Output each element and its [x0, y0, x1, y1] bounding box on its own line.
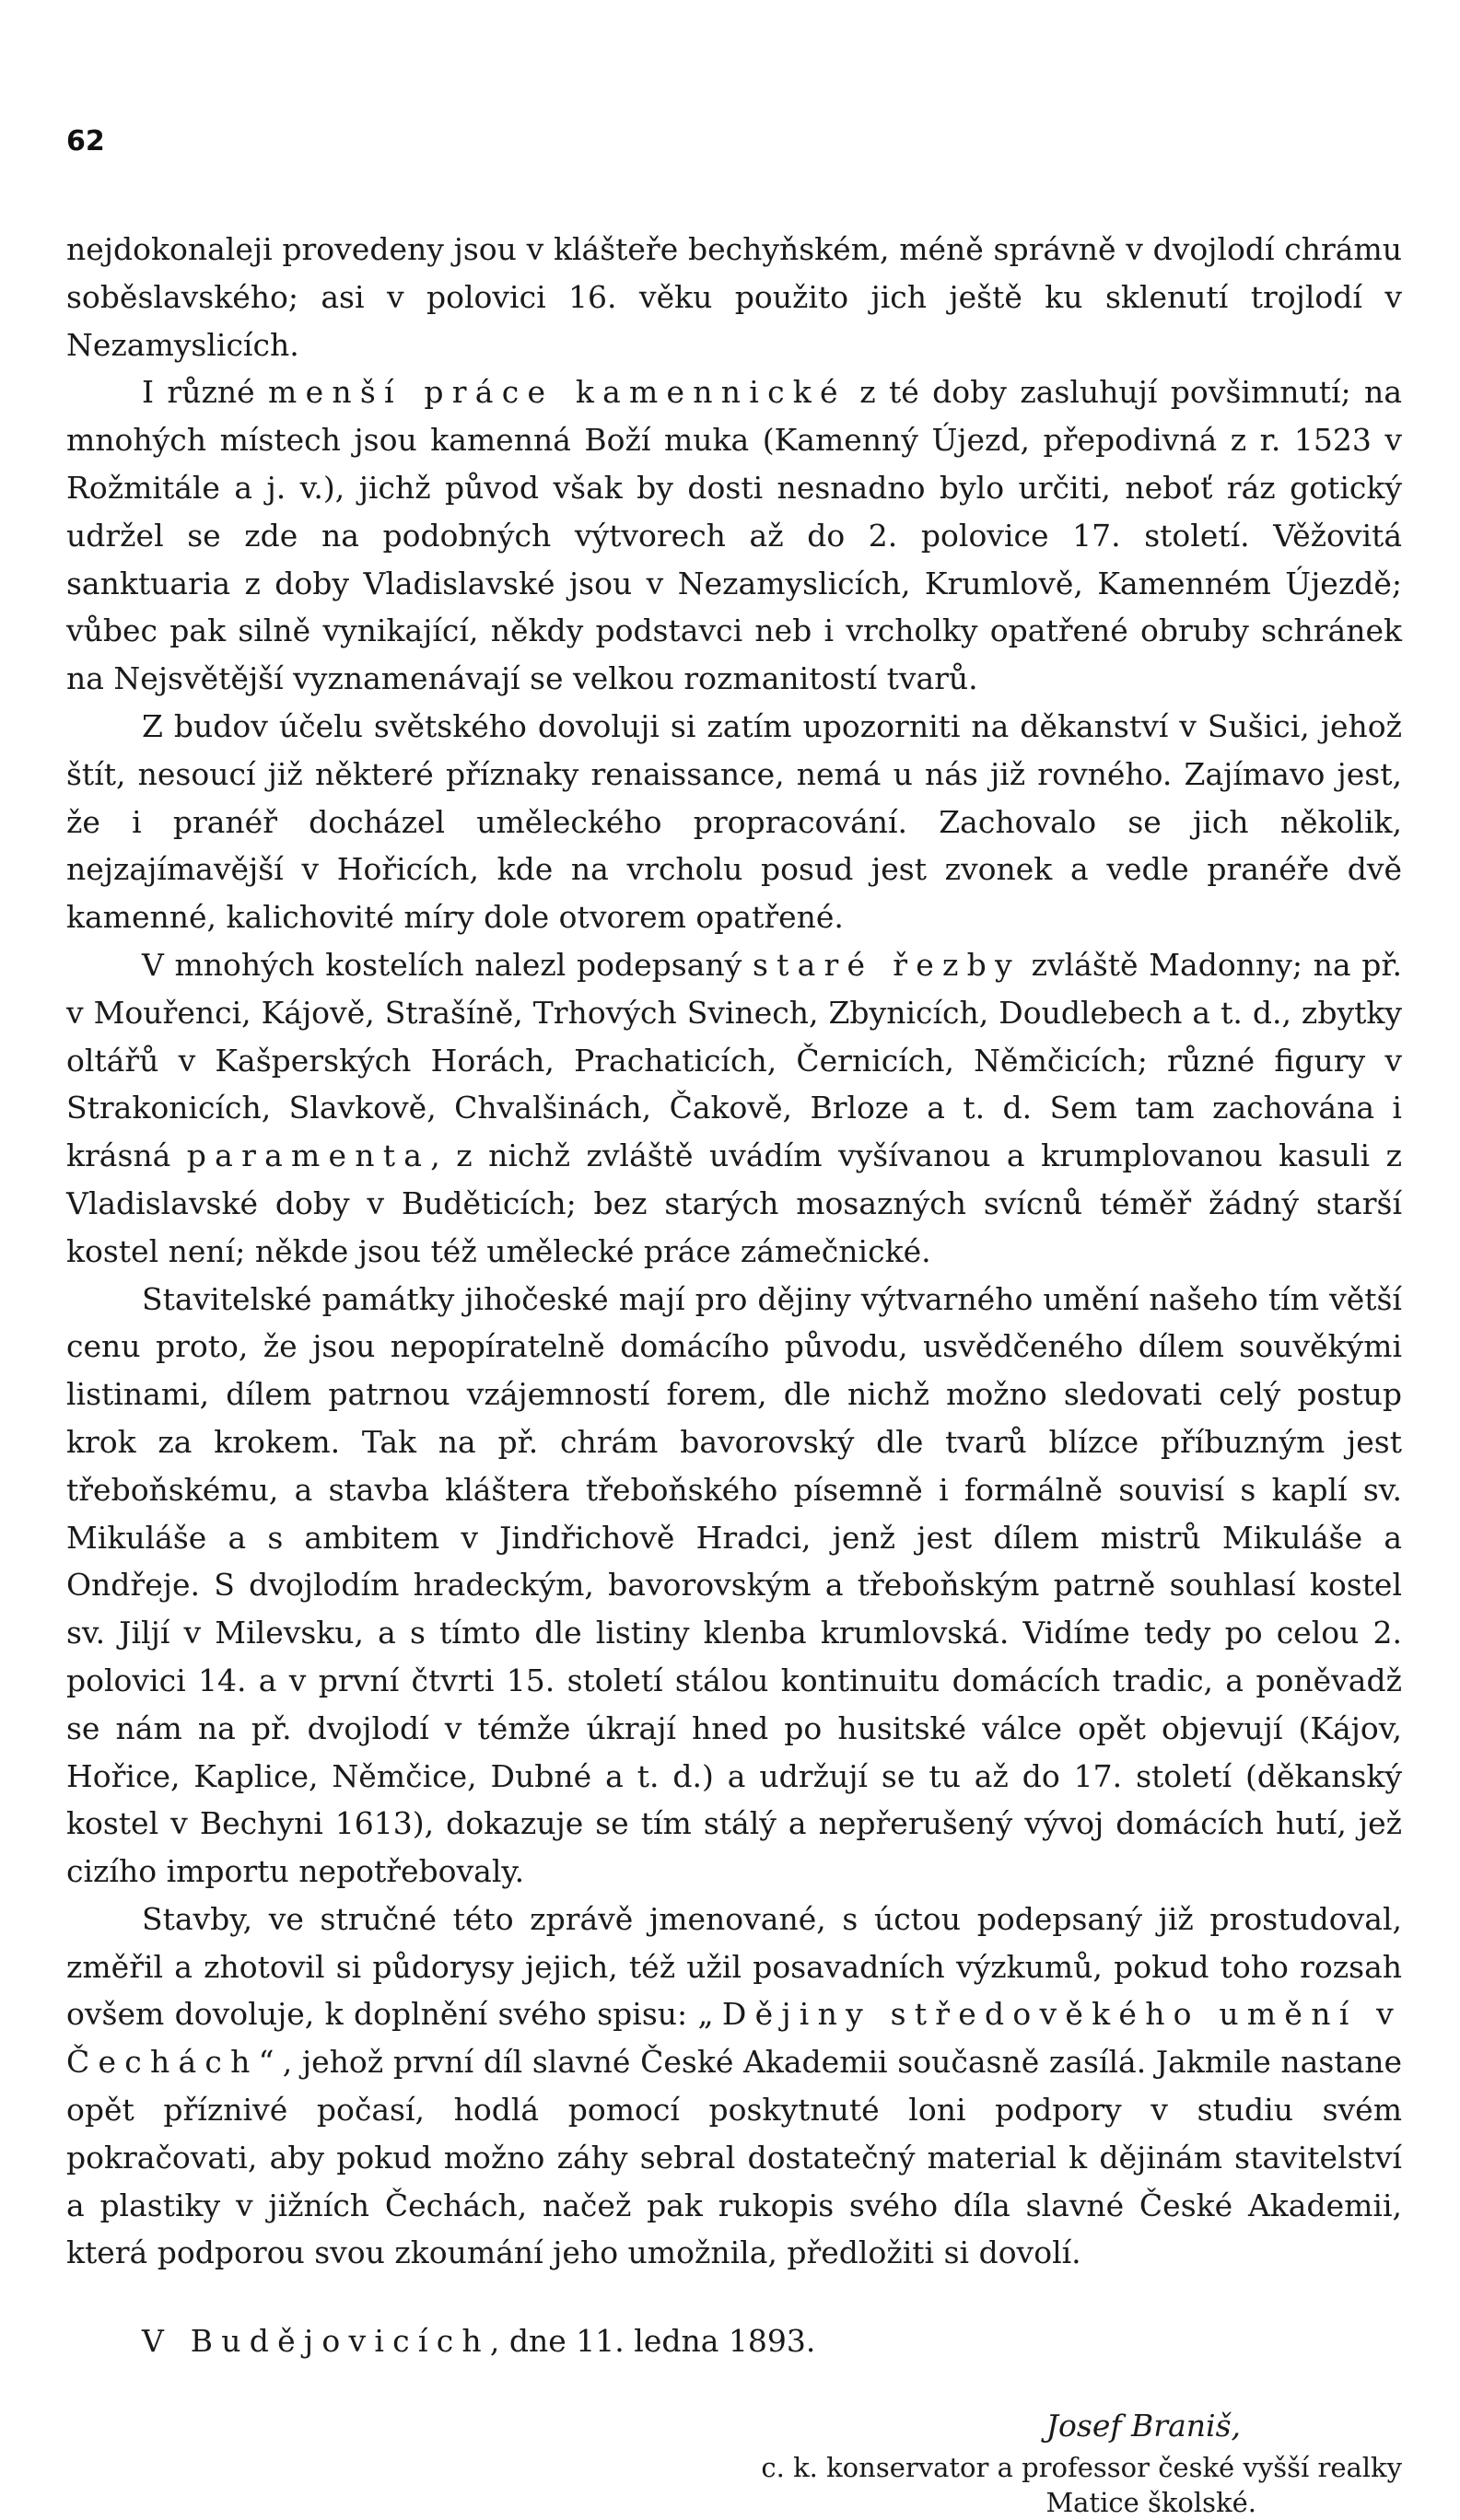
spaced-emphasis-text: staré řezby — [752, 946, 1021, 983]
paragraph-text: I různé — [142, 374, 269, 411]
paragraph-text: nejdokonaleji provedeny jsou v klášteře bechyňském, méně správně v dvojlodí chrámu soběslavského; asi v polovici 16. věku použito jich ještě ku sklenutí trojlodí v Nezamyslicích. — [66, 231, 1402, 363]
paragraph-text: V mnohých kostelích nalezl podepsaný — [142, 946, 753, 983]
signature-institution: Matice školské. — [1045, 2486, 1256, 2518]
paragraph-list — [66, 226, 1402, 2277]
signature-block — [66, 2402, 1402, 2520]
signature-name: Josef Braniš, — [1045, 2408, 1241, 2444]
spaced-emphasis-text: menší práce kamennické — [268, 374, 847, 411]
page-number: 62 — [66, 125, 105, 158]
document-body — [66, 226, 1402, 2520]
dateline-place: V Budějovicích — [142, 2323, 490, 2360]
paragraph-p2 — [66, 368, 1402, 703]
paragraph-text: z té doby zasluhují povšimnutí; na mnohých místech jsou kamenná Boží muka (Kamenný Újezd, přepodivná z r. 1523 v Rožmitále a j. v.), jichž původ však by dosti nesnadno bylo určiti, neboť ráz gotický udržel se zde na podobných výtvorech až do 2. polovice 17. století. Věžovitá sanktuaria z doby Vladislavské jsou v Nezamyslicích, Krumlově, Kamenném Újezdě; vůbec pak silně vynikající, někdy podstavci neb i vrcholky opatřené obruby schránek na Nejsvětější vyznamenávají se velkou rozmanitostí tvarů. — [66, 374, 1402, 697]
paragraph-p3 — [66, 703, 1402, 941]
signature-title: c. k. konservator a professor české vyšší realky — [761, 2451, 1402, 2483]
paragraph-text: , jehož první díl slavné České Akademii současně zasílá. Jakmile nastane opět příznivé počasí, hodlá pomocí poskytnuté loni podpory v studiu svém pokračovati, aby pokud možno záhy sebral dostatečný material k dějinám stavitelství a plastiky v jižních Čechách, načež pak rukopis svého díla slavné České Akademii, která podporou svou zkoumání jeho umožnila, předložiti si dovolí. — [66, 2044, 1402, 2271]
spaced-emphasis-text: paramenta — [186, 1138, 431, 1174]
paragraph-p5 — [66, 1276, 1402, 1896]
paragraph-text: Z budov účelu světského dovoluji si zatím upozorniti na děkanství v Sušici, jehož štít, nesoucí již některé příznaky renaissance, nemá u nás již rovného. Zajímavo jest, že i pranéř docházel uměleckého propracování. Zachovalo se jich několik, nejzajímavější v Hořicích, kde na vrcholu posud jest zvonek a vedle pranéře dvě kamenné, kalichovité míry dole otvorem opatřené. — [66, 707, 1402, 936]
spaced-emphasis-text: „Dějiny středověkého umění v Čechách“ — [66, 1996, 1402, 2081]
paragraph-p1 — [66, 226, 1402, 368]
paragraph-p6 — [66, 1896, 1402, 2277]
paragraph-text: , z nichž zvláště uvádím vyšívanou a krumplovanou kasuli z Vladislavské doby v Buděticích; bez starých mosazných svícnů téměř žádný starší kostel není; někde jsou též umělecké práce zámečnické. — [66, 1138, 1402, 1269]
paragraph-text: zvláště Madonny; na př. v Mouřenci, Kájově, Strašíně, Trhových Svinech, Zbynicích, Doudlebech a t. d., zbytky oltářů v Kašperských Horách, Prachaticích, Černicích, Němčicích; různé figury v Strakonicích, Slavkově, Chvalšinách, Čakově, Brloze a t. d. Sem tam zachována i krásná — [66, 946, 1402, 1174]
dateline — [142, 2317, 1402, 2365]
paragraph-p4 — [66, 941, 1402, 1276]
dateline-date: , dne 11. ledna 1893. — [489, 2323, 816, 2360]
paragraph-text: Stavby, ve stručné této zprávě jmenované, s úctou podepsaný již prostudoval, změřil a zhotovil si půdorysy jejich, též užil posavadních výzkumů, pokud toho rozsah ovšem dovoluje, k doplnění svého spisu: — [66, 1900, 1402, 2033]
paragraph-text: Stavitelské památky jihočeské mají pro dějiny výtvarného umění našeho tím větší cenu proto, že jsou nepopíratelně domácího původu, usvědčeného dílem souvěkými listinami, dílem patrnou vzájemností forem, dle nichž možno sledovati celý postup krok za krokem. Tak na př. chrám bavorovský dle tvarů blízce příbuzným jest třeboňskému, a stavba kláštera třeboňského písemně i formálně souvisí s kaplí sv. Mikuláše a s ambitem v Jindřichově Hradci, jenž jest dílem mistrů Mikuláše a Ondřeje. S dvojlodím hradeckým, bavorovským a třeboňským patrně souhlasí kostel sv. Jiljí v Milevsku, a s tímto dle listiny klenba krumlovská. Vidíme tedy po celou 2. polovici 14. a v první čtvrti 15. století stálou kontinuitu domácích tradic, a poněvadž se nám na př. dvojlodí v témže úkrají hned po husitské válce opět objevují (Kájov, Hořice, Kaplice, Němčice, Dubné a t. d.) a udržují se tu až do 17. století (děkanský kostel v Bechyni 1613), dokazuje se tím stálý a nepřerušený vývoj domácích hutí, jež cizího importu nepotřebovaly. — [66, 1280, 1402, 1890]
